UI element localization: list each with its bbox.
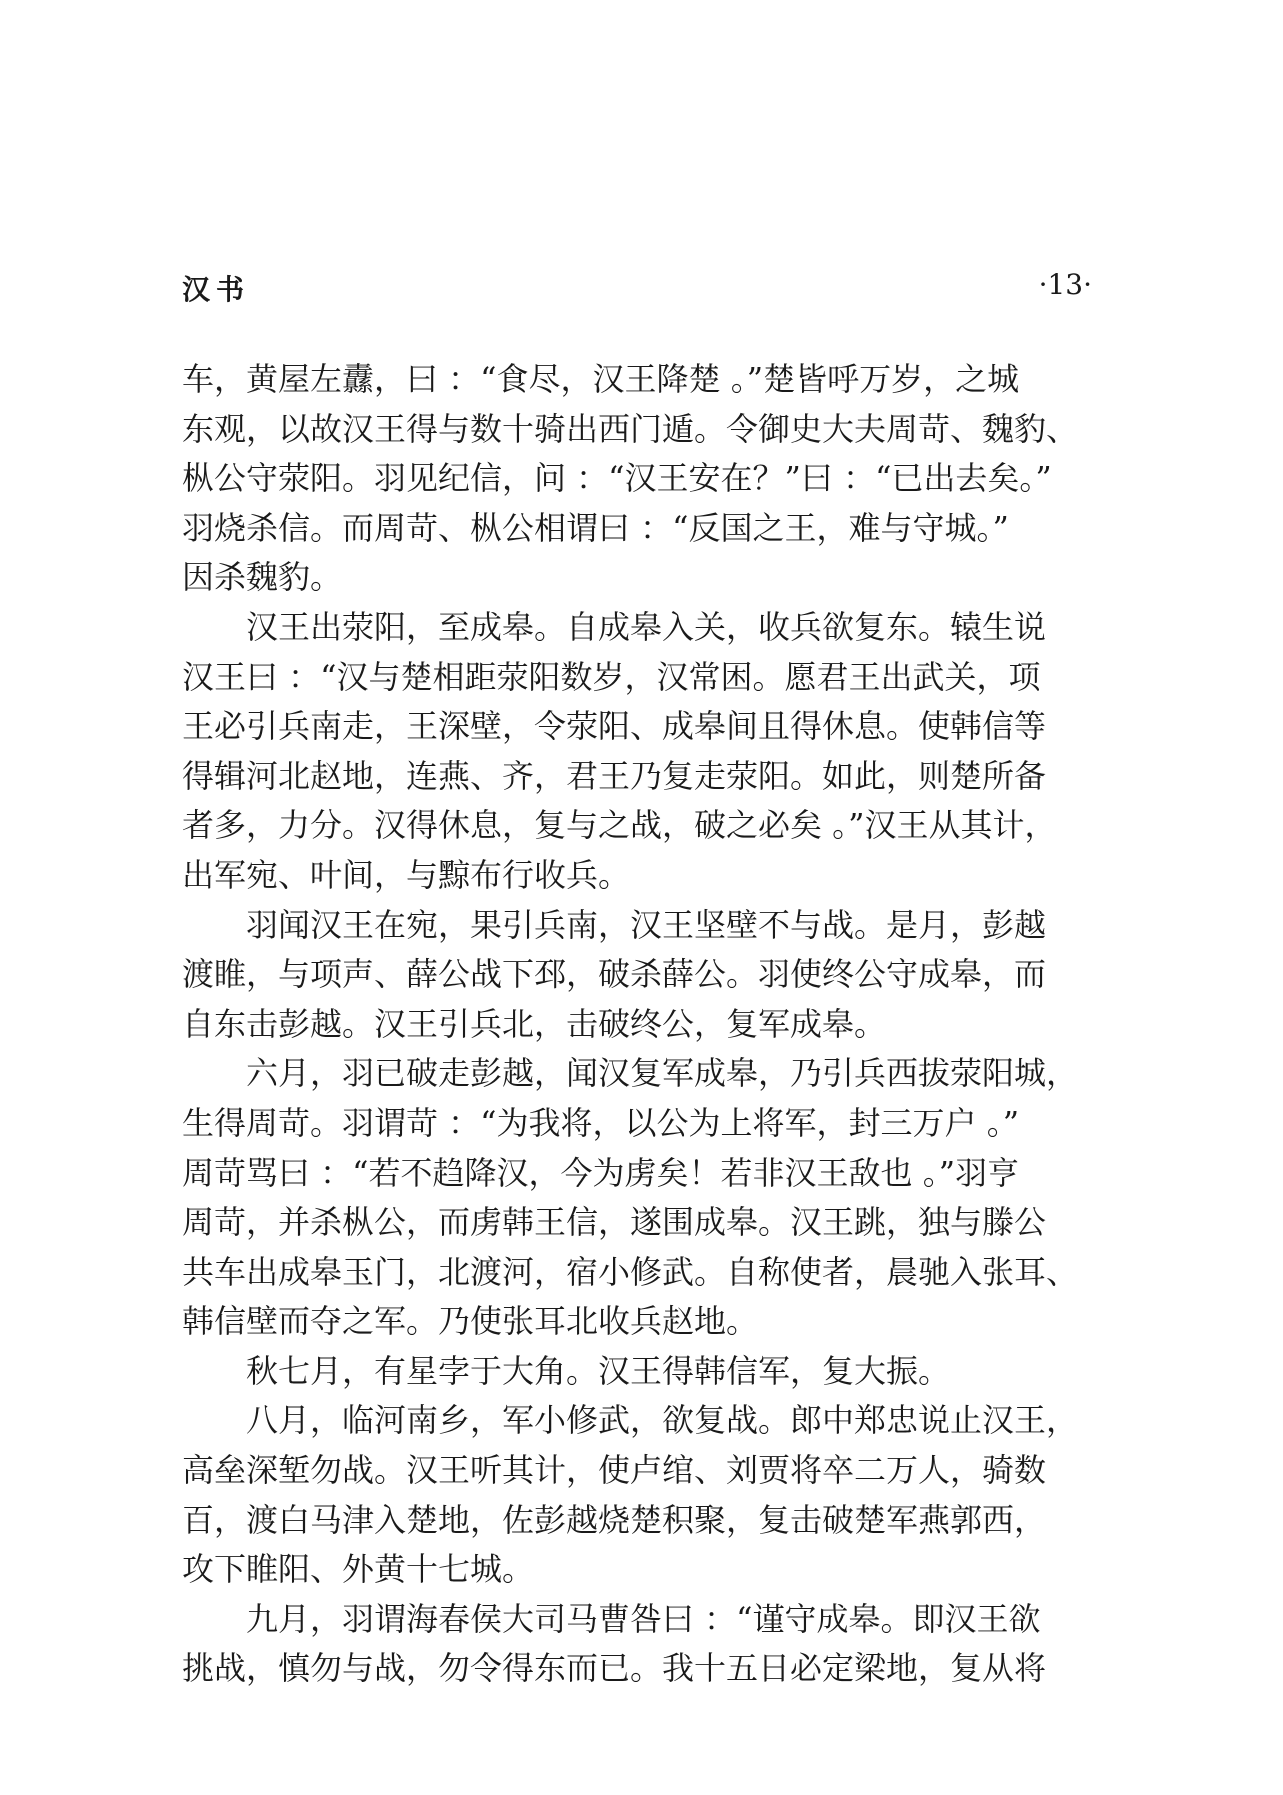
text-line: 韩信壁而夺之军。乃使张耳北收兵赵地。 [182,1302,759,1341]
text-line: 因杀魏豹。 [182,558,343,597]
text-line: 汉王曰 ：“汉与楚相距荥阳数岁，汉常困。愿君王出武关，项 [182,657,1041,696]
text-line: 秋七月，有星孛于大角。汉王得韩信军，复大振。 [246,1351,951,1390]
text-line: 出军宛、叶间，与黥布行收兵。 [182,855,631,894]
text-line: 高垒深堑勿战。汉王听其计，使卢绾、刘贾将卒二万人，骑数 [182,1451,1047,1490]
book-title: 汉书 [182,273,251,306]
text-line: 东观，以故汉王得与数十骑出西门遁。令御史大夫周苛、魏豹、 [182,409,1079,448]
text-line: 周苛骂曰 ：“若不趋降汉，今为虏矣！若非汉王敌也 。”羽亨 [182,1153,1020,1192]
text-line: 六月，羽已破走彭越，闻汉复军成皋，乃引兵西拔荥阳城， [246,1054,1079,1093]
text-line: 得辑河北赵地，连燕、齐，君王乃复走荥阳。如此，则楚所备 [182,756,1047,795]
text-line: 羽闻汉王在宛，果引兵南，汉王坚壁不与战。是月，彭越 [246,905,1047,944]
text-line: 九月，羽谓海春侯大司马曹咎曰 ：“谨守成皋。即汉王欲 [246,1599,1041,1638]
text-line: 羽烧杀信。而周苛、枞公相谓曰 ：“反国之王，难与守城。” [182,508,1009,547]
text-line: 自东击彭越。汉王引兵北，击破终公，复军成皋。 [182,1004,887,1043]
text-line: 者多，力分。汉得休息，复与之战，破之必矣 。”汉王从其计， [182,806,1057,845]
text-line: 共车出成皋玉门，北渡河，宿小修武。自称使者，晨驰入张耳、 [182,1252,1079,1291]
text-line: 枞公守荥阳。羽见纪信，问 ：“汉王安在？”曰 ：“已出去矣。” [182,459,1052,498]
text-line: 八月，临河南乡，军小修武，欲复战。郎中郑忠说止汉王， [246,1401,1079,1440]
text-line: 汉王出荥阳，至成皋。自成皋入关，收兵欲复东。辕生说 [246,607,1047,646]
text-line: 生得周苛。羽谓苛 ：“为我将，以公为上将军，封三万户 。” [182,1103,1020,1142]
text-line: 王必引兵南走，王深壁，令荥阳、成皋间且得休息。使韩信等 [182,707,1047,746]
text-line: 车，黄屋左纛，曰 ：“食尽，汉王降楚 。”楚皆呼万岁，之城 [182,360,1020,398]
text-line: 百，渡白马津入楚地，佐彭越烧楚积聚，复击破楚军燕郭西， [182,1500,1047,1539]
text-line: 渡睢，与项声、薛公战下邳，破杀薛公。羽使终公守成皋，而 [182,955,1047,994]
body-text [182,355,1092,1694]
text-line: 攻下睢阳、外黄十七城。 [182,1550,535,1589]
text-line: 挑战，慎勿与战，勿令得东而已。我十五日必定梁地，复从将 [182,1649,1047,1688]
text-line: 周苛，并杀枞公，而虏韩王信，遂围成皋。汉王跳，独与滕公 [182,1203,1047,1242]
running-head [182,268,1092,318]
page-number: ·13· [1038,268,1092,301]
